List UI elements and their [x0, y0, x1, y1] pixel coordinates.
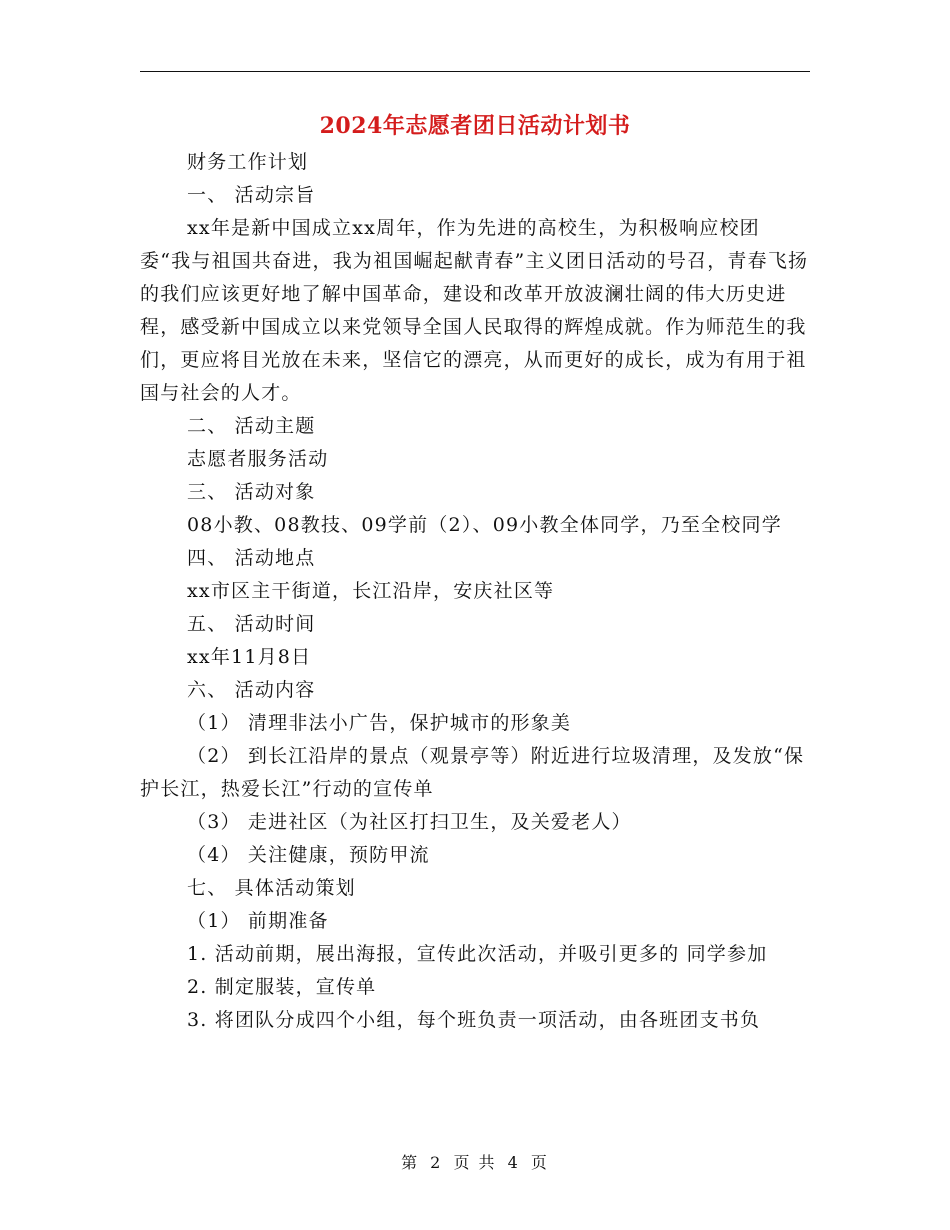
- list-item: （4） 关注健康，预防甲流: [187, 844, 430, 866]
- paragraph: xx年11月8日: [187, 646, 312, 668]
- list-item: 1. 活动前期，展出海报，宣传此次活动，并吸引更多的 同学参加: [187, 943, 768, 965]
- section-heading: 六、 活动内容: [187, 679, 316, 701]
- list-item: （1） 前期准备: [187, 910, 329, 932]
- current-page-number: 2: [430, 1153, 443, 1172]
- footer-suffix: 页: [530, 1153, 549, 1172]
- footer-mid: 页 共: [453, 1153, 497, 1172]
- list-item: 3. 将团队分成四个小组，每个班负责一项活动，由各班团支书负: [187, 1009, 761, 1031]
- paragraph: 08小教、08教技、09学前（2）、09小教全体同学，乃至全校同学: [187, 514, 782, 536]
- paragraph: xx市区主干街道，长江沿岸，安庆社区等: [187, 580, 555, 602]
- section-heading: 三、 活动对象: [187, 481, 316, 503]
- paragraph: 财务工作计划: [187, 151, 309, 173]
- section-heading: 七、 具体活动策划: [187, 877, 356, 899]
- paragraph: 志愿者服务活动: [187, 448, 329, 470]
- section-heading: 一、 活动宗旨: [187, 184, 316, 206]
- section-heading: 四、 活动地点: [187, 547, 316, 569]
- paragraph: xx年是新中国成立xx周年，作为先进的高校生，为积极响应校团委“我与祖国共奋进，我为祖国崛起献青春”主义团日活动的号召，青春飞扬的我们应该更好地了解中国革命，建设和改革开放波澜壮阔的伟大历史进程，感受新中国成立以来党领导全国人民取得的辉煌成就。作为师范生的我们，更应将目光放在未来，坚信它的漂亮，从而更好的成长，成为有用于祖国与社会的人才。: [140, 217, 809, 404]
- footer-prefix: 第: [401, 1153, 420, 1172]
- document-title: 2024年志愿者团日活动计划书: [319, 113, 631, 139]
- total-pages-number: 4: [507, 1153, 520, 1172]
- page-footer: [0, 1150, 950, 1173]
- section-heading: 二、 活动主题: [187, 415, 316, 437]
- list-item: （3） 走进社区（为社区打扫卫生，及关爱老人）: [187, 811, 632, 833]
- list-item: （1） 清理非法小广告，保护城市的形象美: [187, 712, 572, 734]
- list-item: （2） 到长江沿岸的景点（观景亭等）附近进行垃圾清理，及发放“保护长江，热爱长江”行动的宣传单: [140, 745, 805, 800]
- section-heading: 五、 活动时间: [187, 613, 316, 635]
- header-rule: [140, 71, 810, 72]
- list-item: 2. 制定服装，宣传单: [187, 976, 377, 998]
- document-body: [140, 146, 810, 1037]
